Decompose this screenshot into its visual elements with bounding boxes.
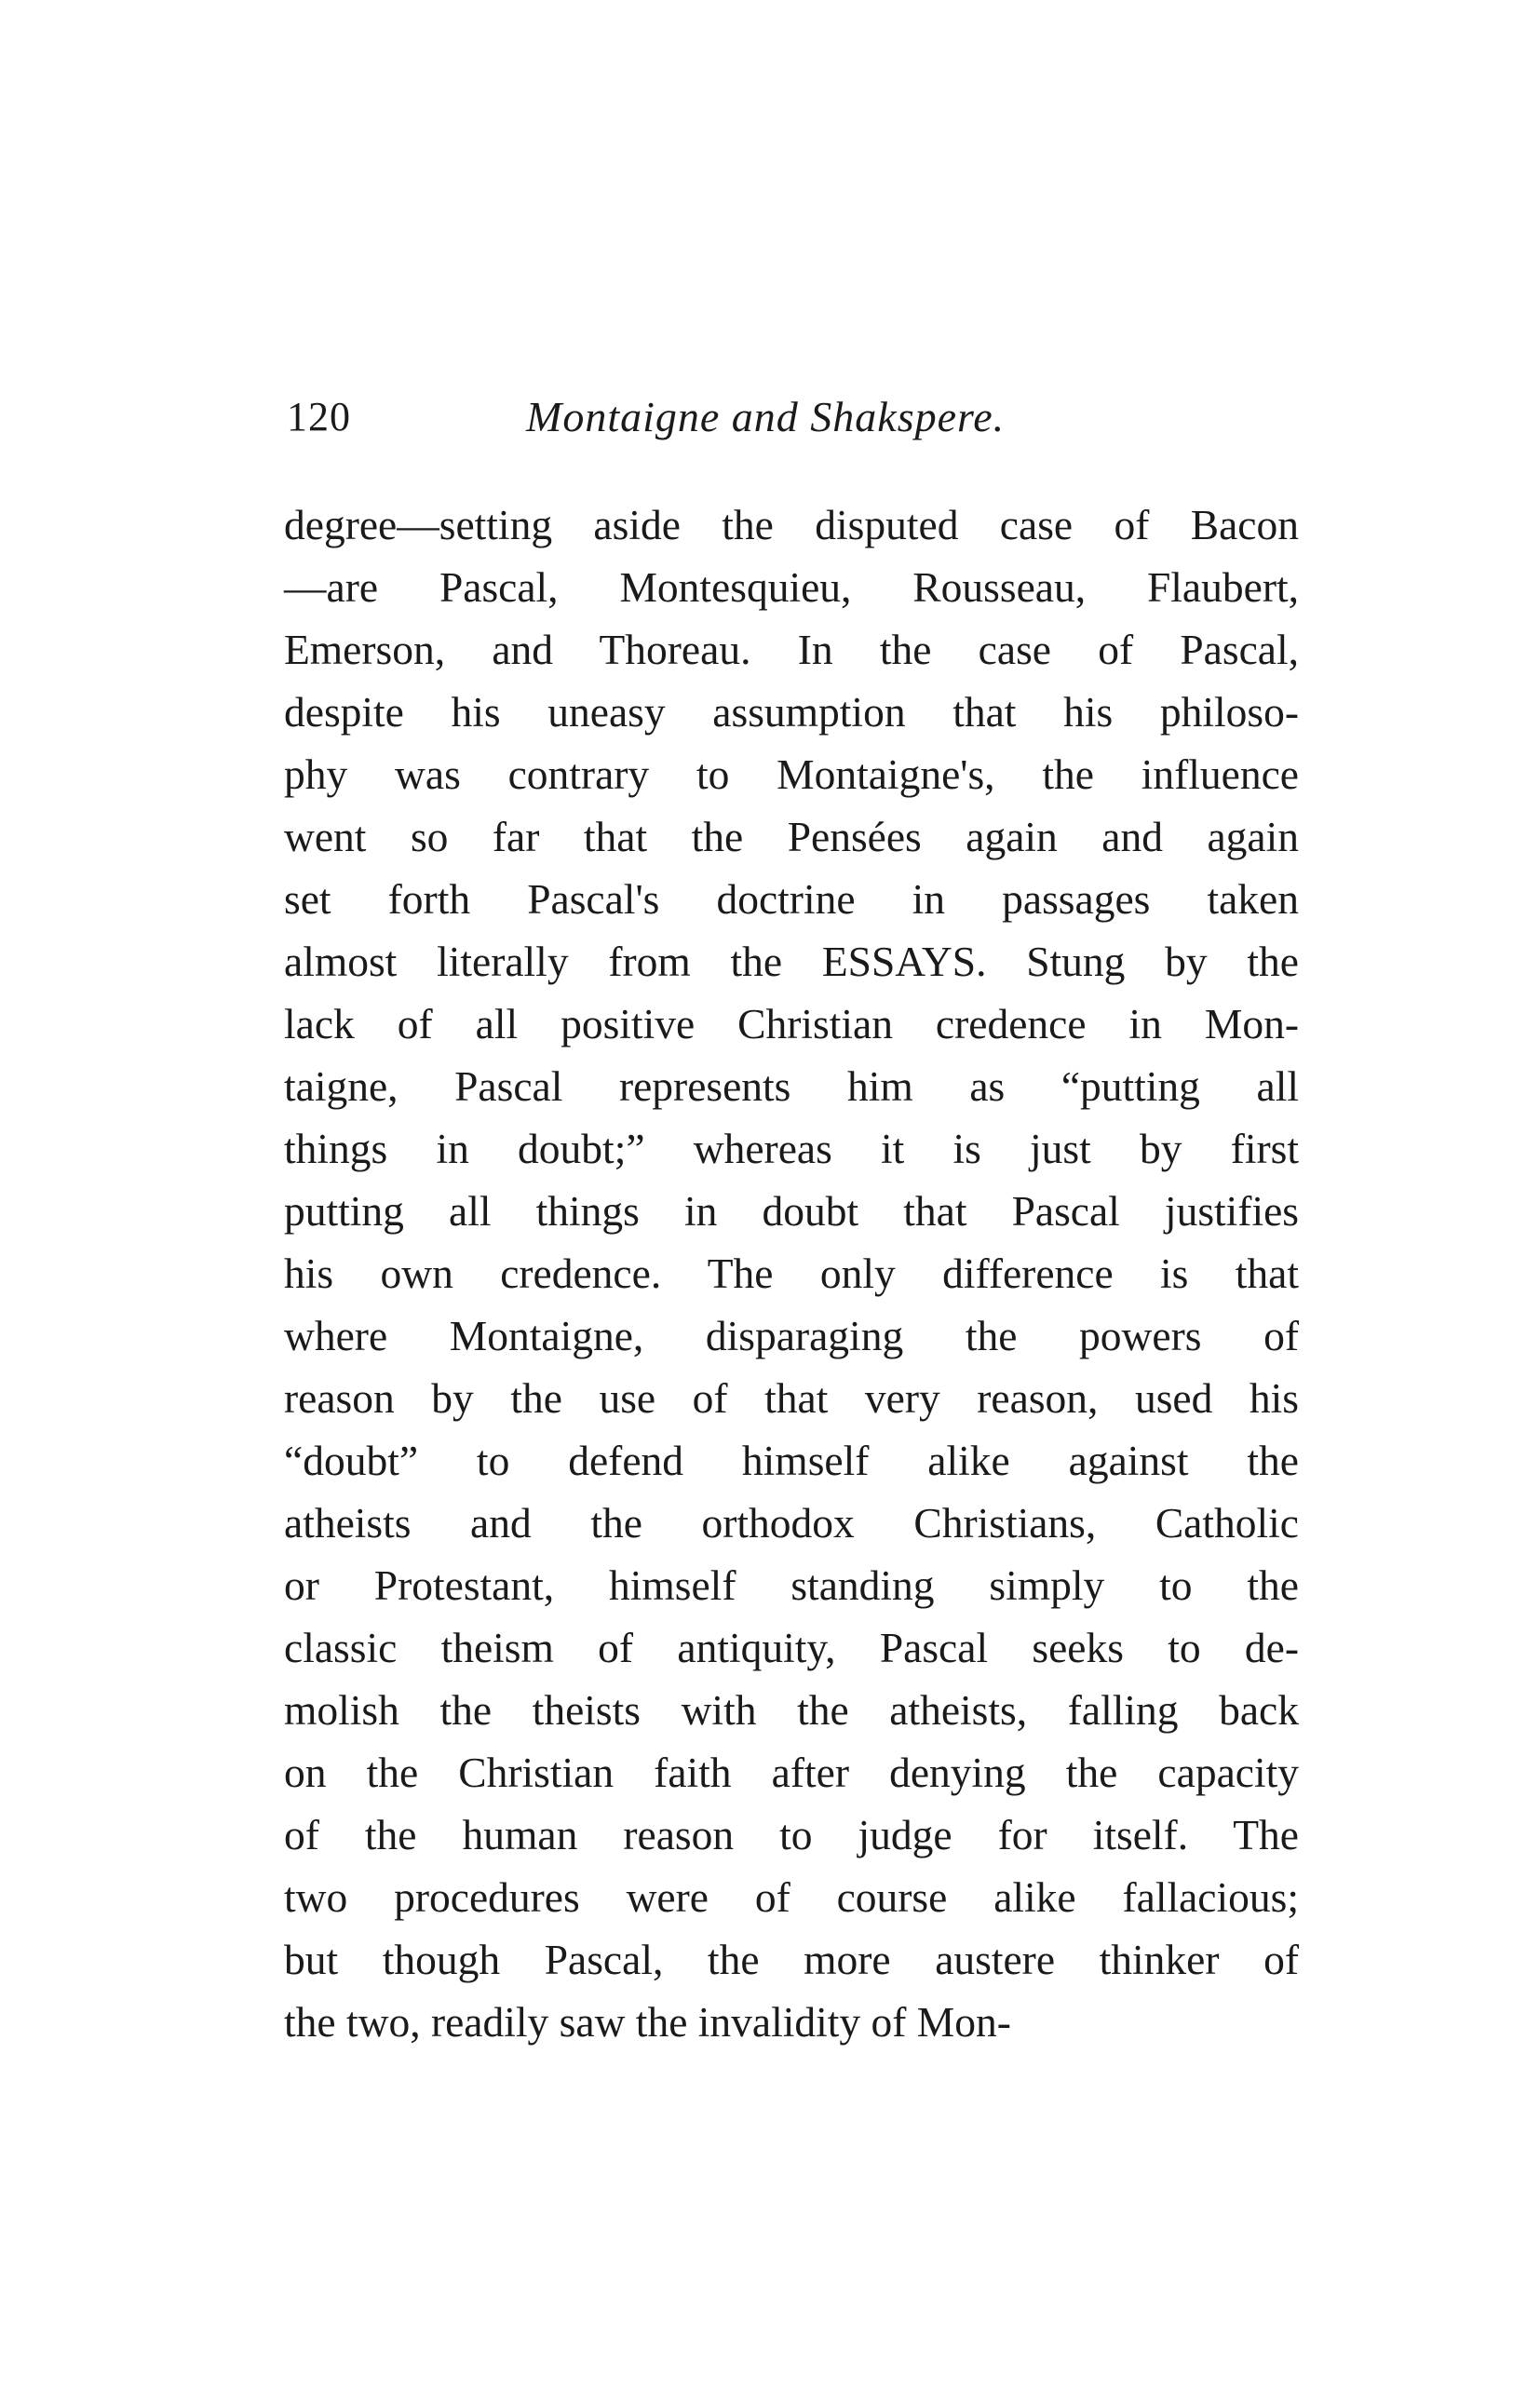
- text-line: his own credence. The only difference is that: [284, 1250, 1299, 1297]
- text-line: molish the theists with the atheists, falling back: [284, 1686, 1299, 1734]
- text-line: went so far that the Pensées again and again: [284, 813, 1299, 860]
- text-line: of the human reason to judge for itself. The: [284, 1811, 1299, 1858]
- text-line: two procedures were of course alike fallacious;: [284, 1873, 1299, 1921]
- text-line: on the Christian faith after denying the capacity: [284, 1749, 1299, 1796]
- text-line: taigne, Pascal represents him as “putting all: [284, 1062, 1299, 1110]
- text-line: where Montaigne, disparaging the powers of: [284, 1312, 1299, 1359]
- text-line: —are Pascal, Montesquieu, Rousseau, Flaubert,: [284, 563, 1299, 611]
- text-line: classic theism of antiquity, Pascal seeks to de-: [284, 1624, 1299, 1671]
- text-line: atheists and the orthodox Christians, Catholic: [284, 1499, 1299, 1547]
- body-text: [284, 493, 1299, 2053]
- text-line: despite his uneasy assumption that his philoso-: [284, 688, 1299, 736]
- text-line: set forth Pascal's doctrine in passages taken: [284, 875, 1299, 923]
- text-line: “doubt” to defend himself alike against the: [284, 1437, 1299, 1484]
- running-title: Montaigne and Shakspere.: [526, 393, 1006, 440]
- text-line: the two, readily saw the invalidity of Mon-: [284, 1998, 1011, 2046]
- text-line: putting all things in doubt that Pascal justifies: [284, 1187, 1299, 1235]
- page-number: 120: [287, 394, 351, 439]
- text-line: but though Pascal, the more austere thinker of: [284, 1936, 1299, 1983]
- text-line: lack of all positive Christian credence in Mon-: [284, 1000, 1299, 1047]
- text-line: almost literally from the ESSAYS. Stung by the: [284, 938, 1299, 985]
- text-line: degree—setting aside the disputed case of Bacon: [284, 501, 1299, 548]
- text-line: or Protestant, himself standing simply to the: [284, 1561, 1299, 1609]
- text-line: phy was contrary to Montaigne's, the influence: [284, 750, 1299, 798]
- running-head: [287, 389, 1297, 454]
- text-line: Emerson, and Thoreau. In the case of Pascal,: [284, 626, 1299, 673]
- text-line: reason by the use of that very reason, used his: [284, 1374, 1299, 1422]
- text-line: things in doubt;” whereas it is just by first: [284, 1125, 1299, 1172]
